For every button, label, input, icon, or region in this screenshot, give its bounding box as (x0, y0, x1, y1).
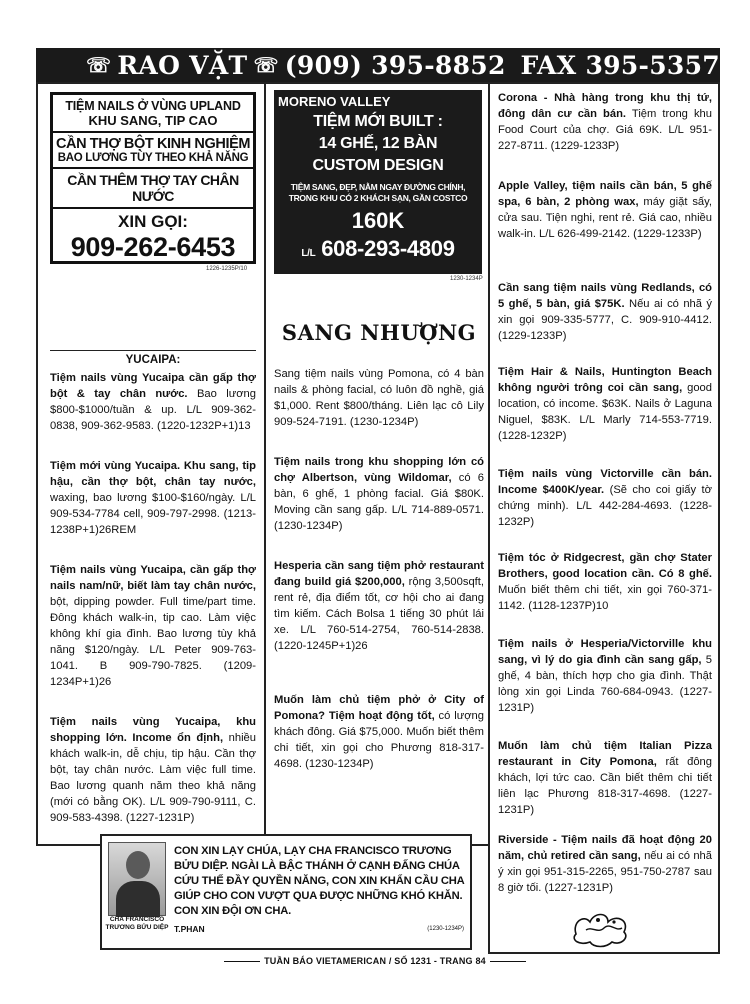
ad-ref: 1226-1235P/10 (206, 266, 248, 272)
listing (498, 364, 712, 444)
page-footer (0, 956, 750, 966)
ad-divider (53, 131, 253, 133)
listing-body: rộng 3,500sqft, rent rẻ, địa điểm tốt, cơ hội cho ai đang tìm kiếm. Cách Bolsa 1 tiếng 30 phút lái xe. L/L 760-514-2754, 760-514-2838. (1220-1245P+1)26 (274, 576, 484, 652)
prayer-notice (100, 834, 472, 950)
category-title: SANG NHƯỢNG (281, 320, 477, 345)
portrait-caption (104, 916, 170, 932)
ad-line: TIỆM MỚI BUILT : (313, 113, 443, 130)
column-3 (488, 82, 720, 954)
telephone-icon: ☏ (253, 53, 279, 77)
listing (274, 454, 484, 534)
ad-line: TIỆM SANG, ĐẸP, NẰM NGAY ĐƯỜNG CHÍNH, (290, 182, 466, 192)
listing-lead: Tiệm nails vùng Yucaipa, khu shopping lớn. Income ổn định, (50, 716, 256, 744)
classified-page (36, 48, 720, 954)
listing-body: rất đông khách, lợi tức cao. Cần biết thêm chi tiết liên lạc Phương 818-317-4698. (1227-1231P) (498, 756, 712, 816)
listing (274, 692, 484, 772)
ad-divider (53, 207, 253, 209)
listing-lead: Hesperia cần sang tiệm phở restaurant đang build giá $200,000, (274, 560, 484, 588)
telephone-icon: ☏ (86, 53, 112, 77)
ad-line: BAO LƯƠNG TÙY THEO KHẢ NĂNG (57, 152, 249, 164)
listing-body: nếu ai có nhã ý xin gọi 951-315-2265, 951-750-2787 sau 8 giờ tối. (1227-1231P) (498, 850, 712, 894)
listing-body: Muốn biết thêm chi tiết, xin gọi 760-371-1142. (1128-1237P)10 (498, 584, 712, 612)
listing-body: có 6 bàn, 6 ghế, 1 phòng facial. Giá $80K. Moving cần sang gấp. L/L 714-889-0571. (1230-1234P) (274, 472, 484, 532)
listing (50, 458, 256, 538)
ad-line: TRONG KHU CÓ 2 KHÁCH SẠN, GẦN COSTCO (288, 193, 468, 203)
portrait-photo (108, 842, 166, 916)
ad-line: CUSTOM DESIGN (312, 157, 444, 174)
listing-lead: Tiệm tóc ở Ridgecrest, gần chợ Stater Brothers, good location cần. Có 8 ghế. (498, 552, 712, 580)
listing (50, 714, 256, 826)
ad-phone-line (274, 236, 482, 262)
header-fax: FAX 395-5357 (520, 50, 720, 80)
listing (50, 370, 256, 434)
listing (498, 636, 712, 716)
column-1 (36, 82, 266, 846)
listing-lead: Muốn làm chủ tiệm Italian Pizza restaurant in City Pomona, (498, 740, 712, 768)
ad-line: CẦN THÊM THỢ TAY CHÂN NƯỚC (67, 172, 239, 204)
ad-line: XIN GỌI: (118, 212, 188, 231)
listing (498, 550, 712, 614)
ad-phone: 608-293-4809 (321, 236, 455, 261)
listing-body: good location, có income. $63K. Nails ở Laguna Niguel, $83K. L/L Marly 714-553-7719. (1228-1232P) (498, 382, 713, 442)
header-title: RAO VẶT (117, 50, 248, 80)
header-phone: (909) 395-8852 (284, 50, 506, 80)
ad-divider (53, 167, 253, 169)
listing-body: (Sẽ cho coi giấy tờ chứng minh). L/L 442-284-4693. (1228-1232P) (498, 484, 712, 528)
ad-line: KHU SANG, TIP CAO (88, 113, 218, 128)
portrait-head (126, 851, 150, 879)
caption-line: CHA FRANCISCO (109, 916, 165, 923)
listing-body: Tiệm trong khu Food Court của chợ. Giá 69K. L/L 951-227-8711. (1229-1233P) (498, 108, 712, 152)
footer-rule (490, 961, 526, 962)
listing-body: có lượng khách đông. Giá $75,000. Muốn biết thêm chi tiết, xin gọi cho Phương 818-317-4698. (1230-1234P) (274, 710, 484, 770)
portrait-body (116, 881, 160, 917)
listing-body: nhiều khách walk-in, dễ chịu, tip hậu. Cần thợ bột, tay chân nước. Làm việc full time. Bao lương quanh năm theo khả năng (mới có bằng OK). L/L 909-790-9111, C. 909-583-4398. (1227-1231P) (50, 732, 256, 824)
ad-ref: (1230-1234P) (427, 926, 464, 932)
listing-lead: Apple Valley, tiệm nails cần bán, 5 ghế spa, 6 bàn, 2 phòng wax, (498, 180, 712, 208)
listing-lead: Tiệm nails trong khu shopping lớn có chợ Albertson, vùng Wildomar, (274, 456, 484, 484)
listing-body: Nếu ai có nhã ý xin gọi 909-335-5777, C. 909-910-4412. (1229-1233P) (498, 298, 712, 342)
listing (498, 178, 712, 242)
ad-line: CẦN THỢ BỘT KINH NGHIỆM (55, 136, 251, 152)
classifieds-header (36, 48, 720, 82)
ad-line: 14 GHẾ, 12 BÀN (318, 135, 438, 152)
listing-lead: Cần sang tiệm nails vùng Redlands, có 5 ghế, 5 bàn, giá $75K. (498, 282, 712, 310)
listing-body: Sang tiệm nails vùng Pomona, có 4 bàn nails & phòng facial, có luôn đồ nghề, giá $1,000. Rent $800/tháng. Liên lạc cô Lily 909-524-7191. (1230-1234P) (274, 368, 484, 428)
listing-lead: Riverside - Tiệm nails đã hoạt động 20 năm, chủ retired cần sang, (498, 834, 712, 862)
listing-body: bột, dipping powder. Full time/part time. Đông khách walk-in, tip cao. Làm việc không khí gia đình. Bao lương tùy khả năng $120/ngày. L/L Peter 909-763-1041. B 909-790-7825. (1209-1234P+1)26 (50, 596, 256, 688)
listing-body: waxing, bao lương $100-$160/ngày. L/L 909-534-7784 cell, 909-797-2998. (1213-1238P+1)26REM (50, 492, 256, 536)
section-heading: YUCAIPA: (125, 354, 181, 366)
column-2 (264, 82, 490, 846)
listing (498, 832, 712, 896)
ornament-logo (568, 904, 638, 950)
footer-rule (224, 961, 260, 962)
ad-phone: 909-262-6453 (70, 232, 236, 262)
listing (274, 366, 484, 430)
prayer-text: CON XIN LẠY CHÚA, LẠY CHA FRANCISCO TRƯƠNG BỬU DIỆP. NGÀI LÀ BẬC THÁNH Ở CẠNH ĐẤNG CHÚA CỨU THẾ ĐẦY QUYỀN NĂNG, CON XIN KHẨN CẦU CHA GIÚP CHO CON VƯỢT QUA ĐƯỢC NHỮNG KHÓ KHĂN. CON XIN ĐỘI ƠN CHA. (174, 845, 465, 917)
ad-line: MORENO VALLEY (278, 94, 391, 109)
listing-lead: Tiệm nails vùng Victorville cần bán. Income $400K/year. (498, 468, 712, 496)
listing-body: máy giặt sấy, cửa sau. Tiện nghi, rent rẻ. Giá cao, nhiều walk-in. L/L 626-499-2142. (1229-1233P) (498, 196, 713, 240)
footer-text: TUẦN BÁO VIETAMERICAN / SỐ 1231 - TRANG 84 (264, 956, 486, 966)
listing (274, 558, 484, 654)
moreno-valley-ad (274, 90, 482, 274)
ad-line: TIỆM NAILS Ở VÙNG UPLAND (65, 99, 241, 113)
listing (498, 280, 712, 344)
listing-lead: Tiệm nails vùng Yucaipa, cần gấp thợ nails nam/nữ, biết làm tay chân nước, (50, 564, 256, 592)
listing-lead: Tiệm nails ở Hesperia/Victorville khu sang, vì lý do gia đình cần sang gấp, (498, 638, 712, 666)
divider (50, 350, 256, 351)
ad-ll: L/L (301, 248, 316, 259)
signature: T.PHAN (174, 924, 205, 934)
listing-lead: Corona - Nhà hàng trong khu thị tứ, đông dân cư cần bán. (498, 92, 712, 120)
listing (498, 90, 712, 154)
caption-line: TRƯƠNG BỬU DIỆP (105, 924, 169, 931)
listing-lead: Muốn làm chủ tiệm phở ở City of Pomona? Tiệm hoạt động tốt, (274, 694, 484, 722)
listing (50, 562, 256, 690)
listing-lead: Tiệm nails vùng Yucaipa cần gấp thợ bột & tay chân nước. (50, 372, 256, 400)
listing-lead: Tiệm mới vùng Yucaipa. Khu sang, tip hậu, cần thợ bột, chân tay nước, (50, 460, 256, 488)
listing-body: Bao lương $800-$1000/tuần & up. L/L 909-362-0838, 909-362-9583. (1220-1232P+1)13 (50, 388, 256, 432)
ad-price: 160K (351, 208, 405, 233)
listing-lead: Tiệm Hair & Nails, Huntington Beach không người trông coi cần sang, (498, 366, 712, 394)
listing (498, 738, 712, 818)
listing-body: 5 ghế, 4 bàn, thích hợp cho gia đình. Thật lòng xin gọi Linda 760-684-0943. (1227-1231P) (498, 654, 712, 714)
listing (498, 466, 712, 530)
ad-ref: 1230-1234P (450, 276, 483, 282)
upland-nails-ad (50, 92, 256, 264)
